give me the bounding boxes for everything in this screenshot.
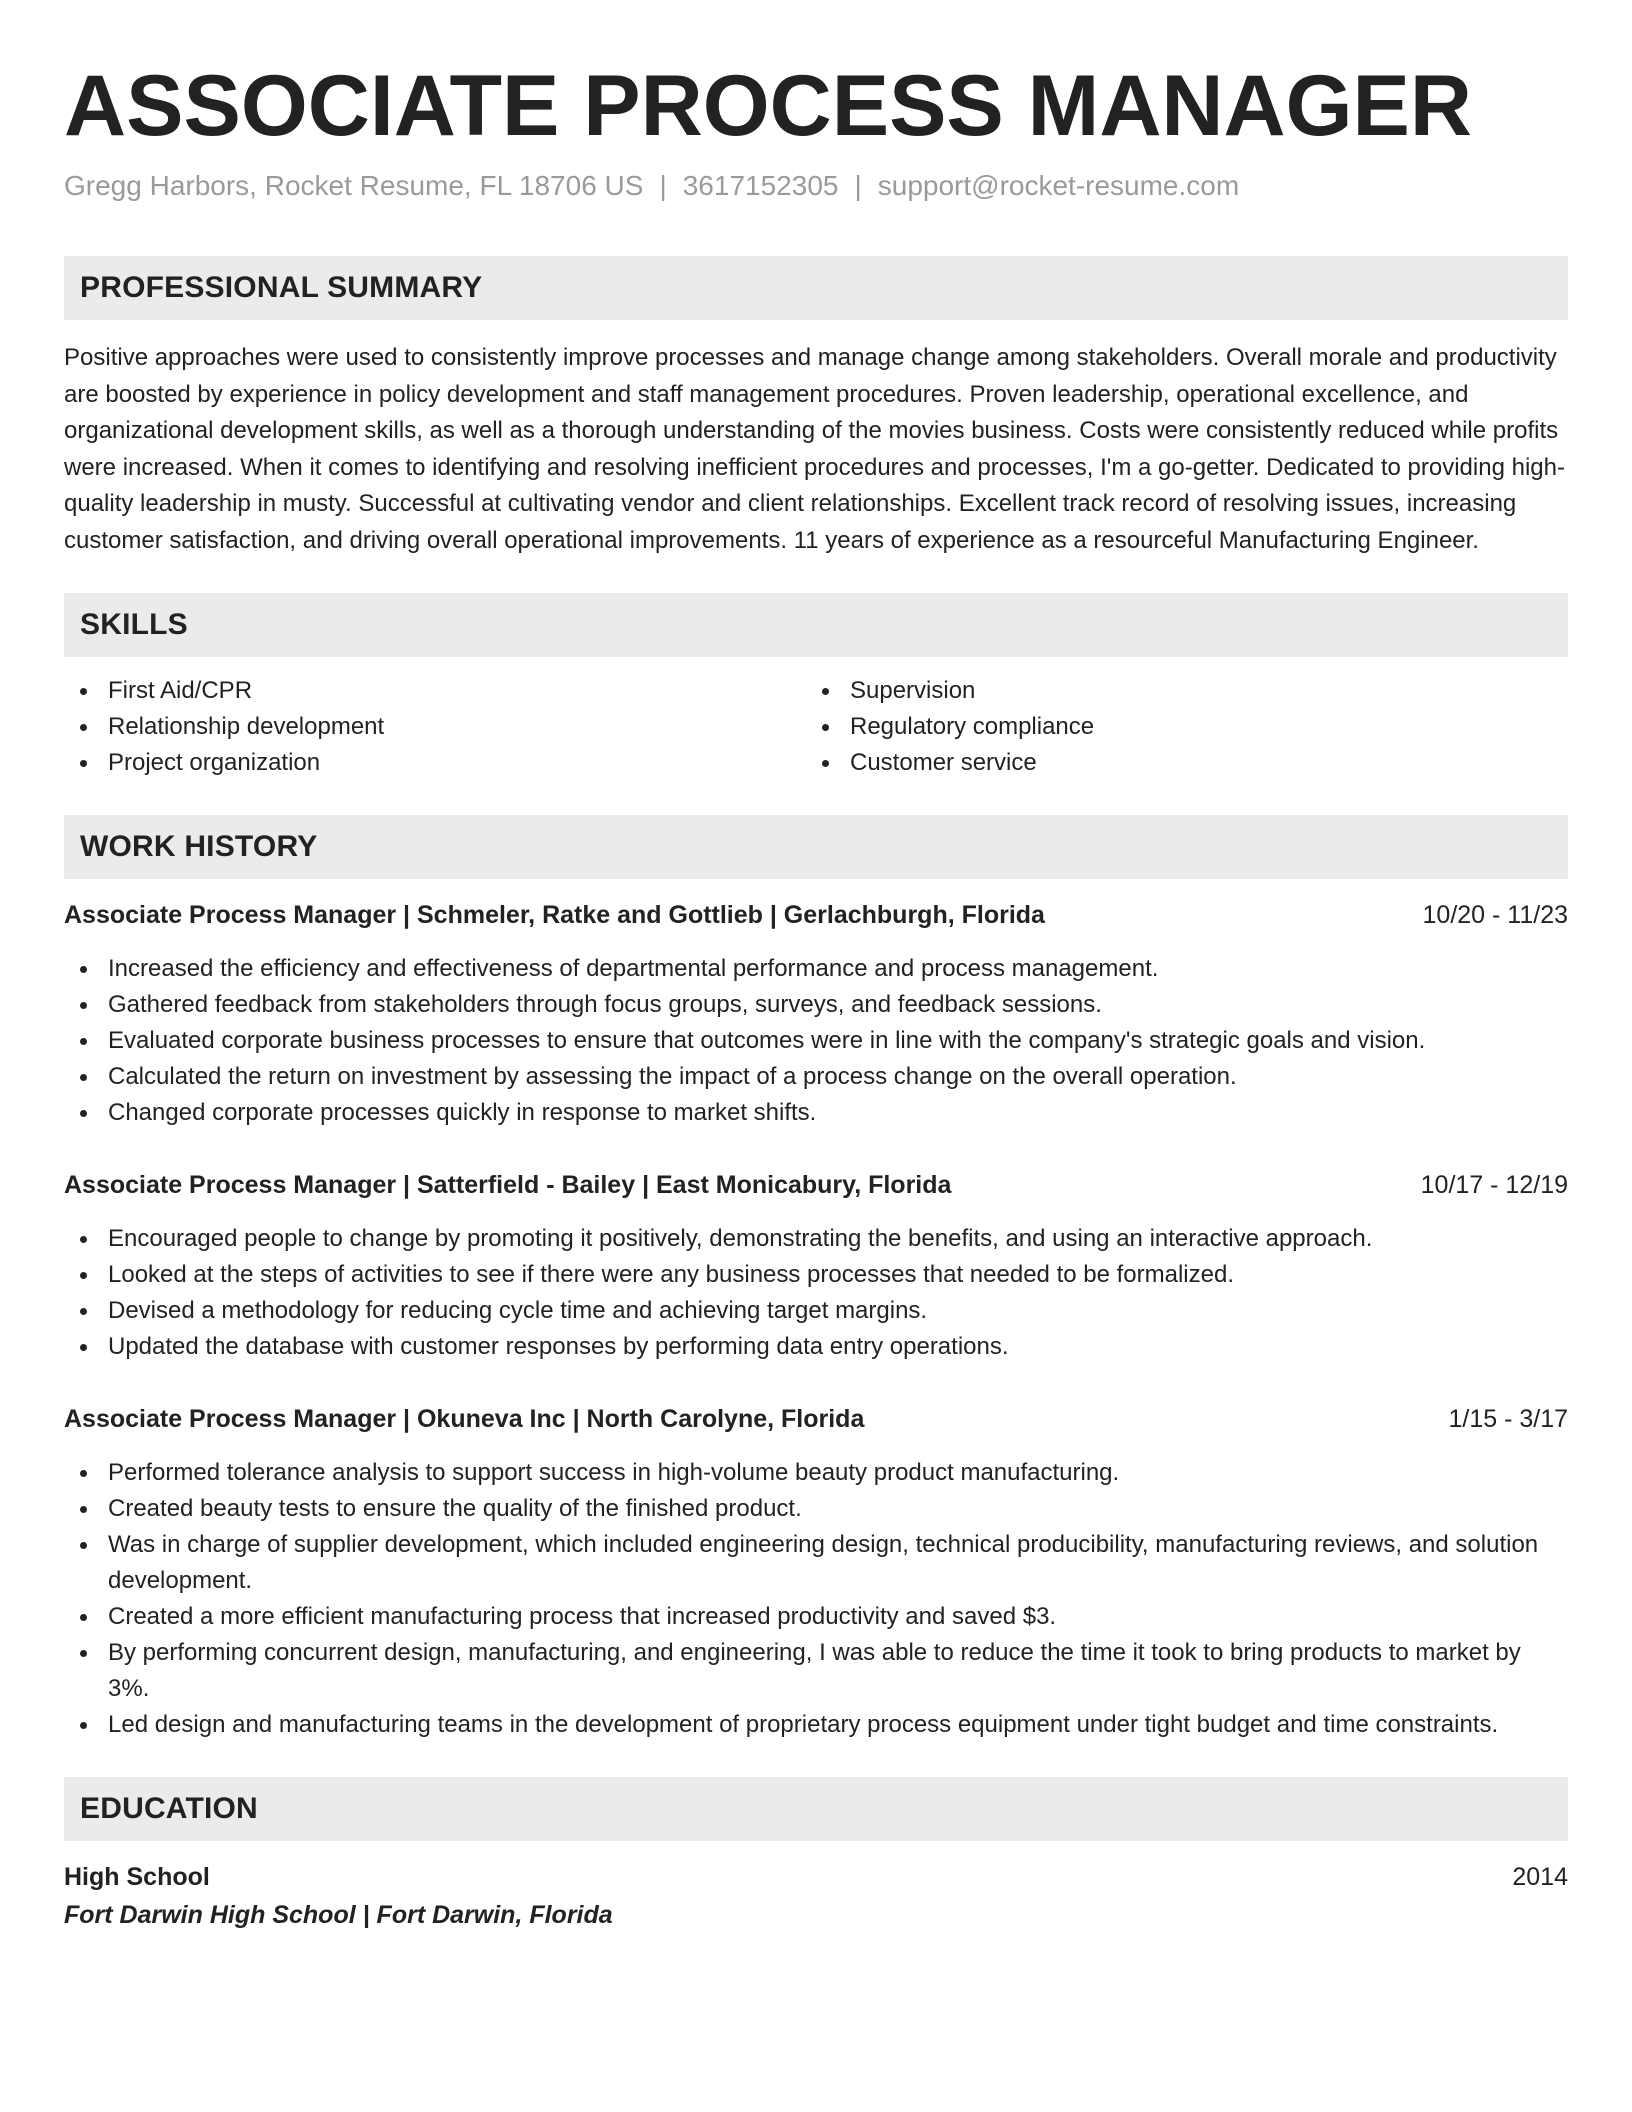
education-section-header: [64, 1777, 1568, 1841]
contact-address: Gregg Harbors, Rocket Resume, FL 18706 US: [64, 170, 644, 201]
job-bullet: Changed corporate processes quickly in response to market shifts.: [64, 1095, 1568, 1131]
job-bullet: Led design and manufacturing teams in the development of proprietary process equipment under tight budget and time constraints.: [64, 1707, 1568, 1743]
job-dates: 1/15 - 3/17: [1448, 1405, 1568, 1433]
summary-section-header: [64, 256, 1568, 320]
job-title: Associate Process Manager | Schmeler, Ratke and Gottlieb | Gerlachburgh, Florida: [64, 901, 1045, 929]
job-bullet: Performed tolerance analysis to support success in high-volume beauty product manufacturing.: [64, 1455, 1568, 1491]
job-title: Associate Process Manager | Okuneva Inc | North Carolyne, Florida: [64, 1405, 865, 1433]
job-entry: [64, 1167, 1568, 1365]
skills-heading: SKILLS: [80, 608, 188, 641]
job-bullet: Gathered feedback from stakeholders through focus groups, surveys, and feedback sessions.: [64, 987, 1568, 1023]
work-heading: WORK HISTORY: [80, 830, 318, 863]
summary-heading: PROFESSIONAL SUMMARY: [80, 271, 483, 304]
education-header: [64, 1859, 1568, 1895]
job-title: Associate Process Manager | Satterfield - Bailey | East Monicabury, Florida: [64, 1171, 952, 1199]
contact-line: [64, 168, 1568, 204]
page-title: ASSOCIATE PROCESS MANAGER: [64, 58, 1472, 154]
job-header: [64, 897, 1568, 933]
job-bullet: By performing concurrent design, manufacturing, and engineering, I was able to reduce the time it took to bring products to market by 3%.: [64, 1635, 1568, 1707]
job-bullet: Increased the efficiency and effectiveness of departmental performance and process management.: [64, 951, 1568, 987]
skill-item: Project organization: [64, 745, 806, 781]
job-dates: 10/20 - 11/23: [1422, 901, 1568, 929]
skills-column-right: [806, 673, 1568, 781]
job-dates: 10/17 - 12/19: [1420, 1171, 1568, 1199]
contact-phone: 3617152305: [682, 170, 839, 201]
skills-column-left: [64, 673, 806, 781]
education-heading: EDUCATION: [80, 1792, 258, 1825]
education-degree: High School: [64, 1863, 210, 1891]
resume-page: [64, 0, 1568, 1935]
education-school: Fort Darwin High School | Fort Darwin, Florida: [64, 1901, 613, 1929]
job-header: [64, 1167, 1568, 1203]
job-bullet: Looked at the steps of activities to see if there were any business processes that needed to be formalized.: [64, 1257, 1568, 1293]
skill-item: Relationship development: [64, 709, 806, 745]
job-bullet: Devised a methodology for reducing cycle time and achieving target margins.: [64, 1293, 1568, 1329]
education-entry: [64, 1859, 1568, 1935]
job-bullets: [64, 1455, 1568, 1743]
skill-item: Supervision: [806, 673, 1568, 709]
job-entry: [64, 1401, 1568, 1743]
skills-section-header: [64, 593, 1568, 657]
job-header: [64, 1401, 1568, 1437]
contact-separator: |: [659, 170, 667, 201]
job-bullet: Was in charge of supplier development, which included engineering design, technical producibility, manufacturing reviews, and solution development.: [64, 1527, 1568, 1599]
job-bullet: Calculated the return on investment by assessing the impact of a process change on the overall operation.: [64, 1059, 1568, 1095]
skills-list: [64, 673, 1568, 781]
work-section-header: [64, 815, 1568, 879]
job-bullet: Created beauty tests to ensure the quality of the finished product.: [64, 1491, 1568, 1527]
summary-text: Positive approaches were used to consistently improve processes and manage change among stakeholders. Overall morale and productivity are boosted by experience in policy development and staff management procedures. Proven leadership, operational excellence, and organizational development skills, as well as a thorough understanding of the movies business. Costs were consistently reduced while profits were increased. When it comes to identifying and resolving inefficient procedures and processes, I'm a go-getter. Dedicated to providing high-quality leadership in musty. Successful at cultivating vendor and client relationships. Excellent track record of resolving issues, increasing customer satisfaction, and driving overall operational improvements. 11 years of experience as a resourceful Manufacturing Engineer.: [64, 344, 1565, 554]
contact-email: support@rocket-resume.com: [877, 170, 1240, 201]
job-bullets: [64, 951, 1568, 1131]
contact-separator: |: [854, 170, 862, 201]
skill-item: Customer service: [806, 745, 1568, 781]
job-bullet: Encouraged people to change by promoting it positively, demonstrating the benefits, and using an interactive approach.: [64, 1221, 1568, 1257]
job-bullet: Updated the database with customer responses by performing data entry operations.: [64, 1329, 1568, 1365]
skill-item: Regulatory compliance: [806, 709, 1568, 745]
education-year: 2014: [1512, 1863, 1568, 1891]
job-bullet: Evaluated corporate business processes to ensure that outcomes were in line with the company's strategic goals and vision.: [64, 1023, 1568, 1059]
skill-item: First Aid/CPR: [64, 673, 806, 709]
job-bullet: Created a more efficient manufacturing process that increased productivity and saved $3.: [64, 1599, 1568, 1635]
job-entry: [64, 897, 1568, 1131]
job-bullets: [64, 1221, 1568, 1365]
